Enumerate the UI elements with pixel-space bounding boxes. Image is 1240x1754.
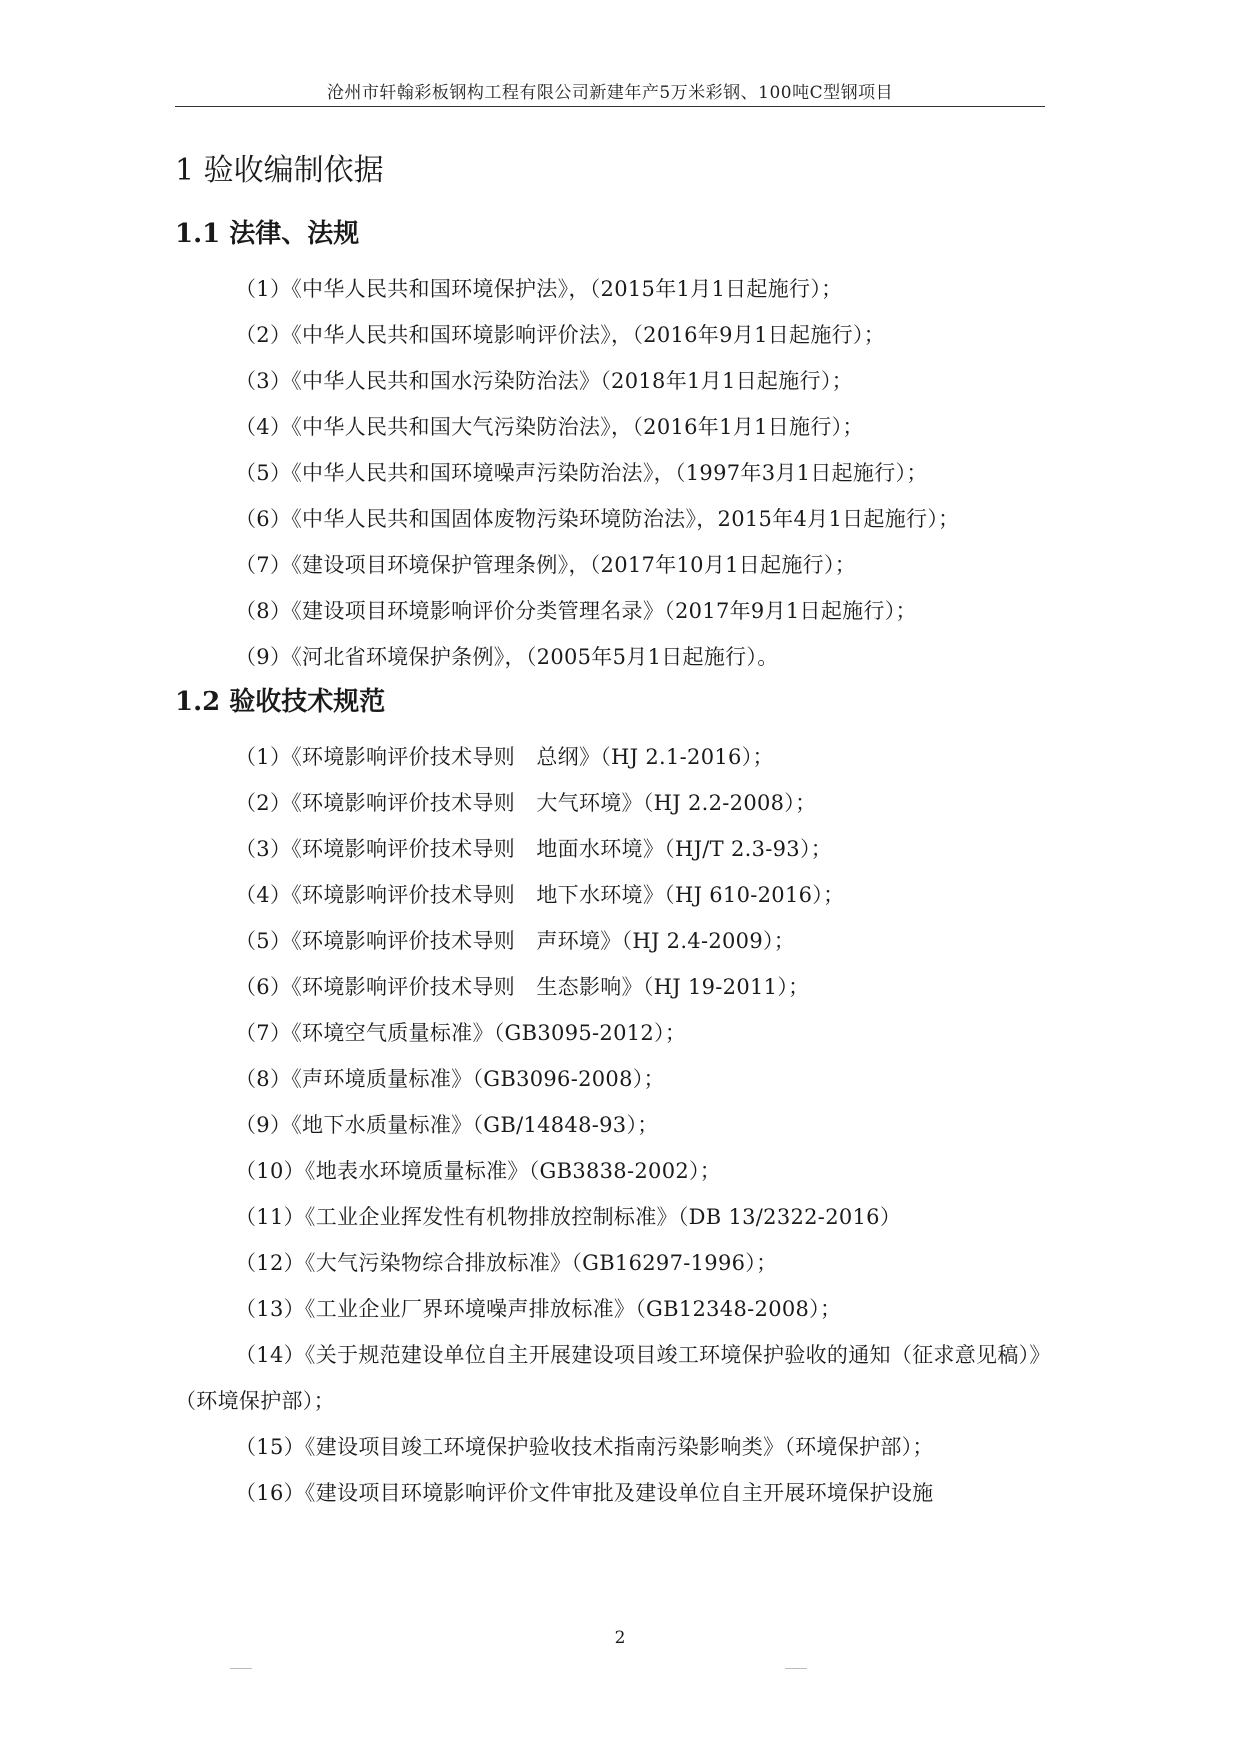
- section-heading-laws: 1.1 法律、法规: [175, 219, 360, 249]
- list-item: （4）《中华人民共和国大气污染防治法》，（2016年1月1日施行）；: [235, 415, 864, 439]
- list-item: （7）《环境空气质量标准》（GB3095-2012）；: [235, 1021, 687, 1045]
- list-item: （4）《环境影响评价技术导则 地下水环境》（HJ 610-2016）；: [235, 883, 845, 907]
- running-header: 沧州市轩翰彩板钢构工程有限公司新建年产5万米彩钢、100吨C型钢项目: [326, 83, 894, 103]
- document-body: [175, 150, 1045, 1516]
- list-item: （6）《环境影响评价技术导则 生态影响》（HJ 19-2011）；: [235, 975, 810, 999]
- list-item: （5）《中华人民共和国环境噪声污染防治法》，（1997年3月1日起施行）；: [235, 461, 928, 485]
- list-item: （3）《环境影响评价技术导则 地面水环境》（HJ/T 2.3-93）；: [235, 837, 833, 861]
- list-item: （16）《建设项目环境影响评价文件审批及建设单位自主开展环境保护设施: [235, 1481, 934, 1505]
- list-item: （15）《建设项目竣工环境保护验收技术指南污染影响类》（环境保护部）；: [235, 1435, 934, 1459]
- list-item: （3）《中华人民共和国水污染防治法》（2018年1月1日起施行）；: [235, 369, 853, 393]
- list-item: （1）《环境影响评价技术导则 总纲》（HJ 2.1-2016）；: [235, 745, 774, 769]
- list-item: （11）《工业企业挥发性有机物排放控制标准》（DB 13/2322-2016）: [235, 1205, 902, 1229]
- list-item: （2）《环境影响评价技术导则 大气环境》（HJ 2.2-2008）；: [235, 791, 817, 815]
- list-item: （10）《地表水环境质量标准》（GB3838-2002）；: [235, 1159, 722, 1183]
- laws-list: [175, 266, 1045, 680]
- list-item: （6）《中华人民共和国固体废物污染环境防治法》，2015年4月1日起施行）；: [235, 507, 960, 531]
- section-heading-standards: 1.2 验收技术规范: [175, 687, 386, 717]
- page-number: 2: [614, 1628, 626, 1648]
- list-item: （14）《关于规范建设单位自主开展建设项目竣工环境保护验收的通知（征求意见稿）》（环境保护部）；: [175, 1343, 1041, 1413]
- list-item: （1）《中华人民共和国环境保护法》，（2015年1月1日起施行）；: [235, 277, 843, 301]
- scan-mark: [230, 1668, 252, 1669]
- header-divider: [175, 106, 1045, 107]
- chapter-heading: 1 验收编制依据: [175, 153, 384, 188]
- list-item: （8）《声环境质量标准》（GB3096-2008）；: [235, 1067, 665, 1091]
- list-item: （7）《建设项目环境保护管理条例》，（2017年10月1日起施行）；: [235, 553, 857, 577]
- list-item: （9）《河北省环境保护条例》，（2005年5月1日起施行）。: [235, 645, 779, 669]
- scan-mark: [785, 1668, 807, 1669]
- list-item: （2）《中华人民共和国环境影响评价法》，（2016年9月1日起施行）；: [235, 323, 886, 347]
- list-item: （12）《大气污染物综合排放标准》（GB16297-1996）；: [235, 1251, 778, 1275]
- list-item: （13）《工业企业厂界环境噪声排放标准》（GB12348-2008）；: [235, 1297, 842, 1321]
- list-item: （9）《地下水质量标准》（GB/14848-93）；: [235, 1113, 659, 1137]
- standards-list: [175, 734, 1045, 1516]
- list-item: （8）《建设项目环境影响评价分类管理名录》（2017年9月1日起施行）；: [235, 599, 917, 623]
- list-item: （5）《环境影响评价技术导则 声环境》（HJ 2.4-2009）；: [235, 929, 796, 953]
